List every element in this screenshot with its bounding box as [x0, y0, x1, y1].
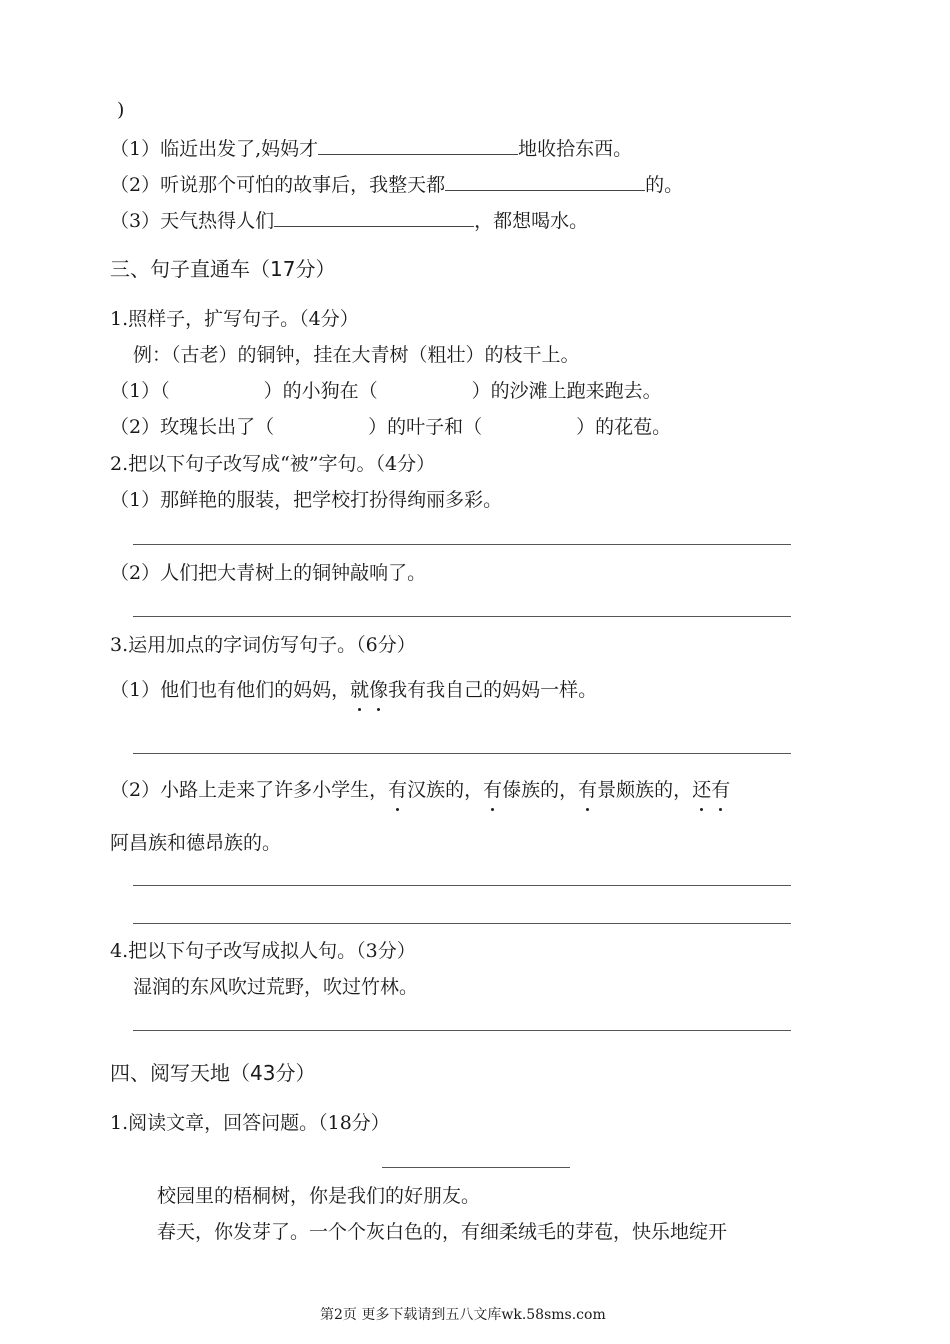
item-3-sentence-2-part-c: 傣族的，	[502, 779, 579, 801]
expand-sentence-1-part-a: （1）（	[110, 380, 170, 402]
article-paragraph-1: 校园里的梧桐树，你是我们的好朋友。	[157, 1185, 481, 1207]
item-3-sentence-1-part-a: （1）他们也有他们的妈妈，	[110, 679, 351, 701]
item-1-title: 1.照样子，扩写句子。（4分）	[110, 308, 359, 330]
dotted-word: 还	[692, 779, 712, 801]
item-3-sentence-2-part-e: 景颇族的，	[597, 779, 693, 801]
article-paragraph-2: 春天，你发芽了。一个个灰白色的，有细柔绒毛的芽苞，快乐地绽开	[157, 1221, 728, 1243]
top-paren: )	[117, 99, 125, 121]
item-3-sentence-2-part-a: （2）小路上走来了许多小学生，	[110, 779, 389, 801]
expand-sentence-1-part-c: ）的沙滩上跑来跑去。	[471, 380, 662, 402]
expand-sentence-2-part-a: （2）玫瑰长出了（	[110, 416, 275, 438]
expand-sentence-1-part-b: ）的小狗在（	[263, 380, 378, 402]
item-2-sentence-1: （1）那鲜艳的服装，把学校打扮得绚丽多彩。	[110, 489, 503, 511]
dotted-word: 像	[369, 679, 389, 701]
answer-line[interactable]	[133, 1030, 791, 1031]
answer-line[interactable]	[133, 753, 791, 754]
expand-sentence-2	[110, 415, 671, 439]
answer-line[interactable]	[133, 544, 791, 545]
expand-sentence-2-part-c: ）的花苞。	[576, 416, 672, 438]
answer-line[interactable]	[133, 616, 791, 617]
item-3-sentence-1	[110, 678, 597, 702]
answer-blank-1[interactable]	[318, 136, 518, 155]
item-3-title: 3.运用加点的字词仿写句子。（6分）	[110, 634, 416, 656]
item-3-sentence-2-line-2: 阿昌族和德昂族的。	[110, 832, 282, 854]
fill-sentence-3-suffix: ，都想喝水。	[474, 210, 589, 232]
answer-line[interactable]	[133, 885, 791, 886]
fill-sentence-2	[110, 172, 683, 197]
item-3-sentence-1-part-b: 我有我自己的妈妈一样。	[388, 679, 598, 701]
fill-sentence-3-prefix: （3）天气热得人们	[110, 210, 275, 232]
expand-sentence-1	[110, 379, 662, 403]
item-4-title: 4.把以下句子改写成拟人句。（3分）	[110, 940, 416, 962]
expand-sentence-2-part-b: ）的叶子和（	[368, 416, 483, 438]
dotted-word: 有	[483, 779, 503, 801]
fill-sentence-2-prefix: （2）听说那个可怕的故事后，我整天都	[110, 174, 446, 196]
item-3-sentence-2-part-b: 汉族的，	[407, 779, 484, 801]
item-1-example: 例：（古老）的铜钟，挂在大青树（粗壮）的枝干上。	[133, 344, 580, 366]
item-2-sentence-2: （2）人们把大青树上的铜钟敲响了。	[110, 562, 427, 584]
answer-blank-2[interactable]	[445, 172, 645, 191]
item-4-sentence: 湿润的东风吹过荒野，吹过竹林。	[133, 976, 419, 998]
fill-sentence-3	[110, 208, 588, 233]
fill-sentence-1-suffix: 地收拾东西。	[518, 138, 633, 160]
dotted-word: 有	[388, 779, 408, 801]
fill-sentence-1	[110, 136, 632, 161]
dotted-word: 有	[578, 779, 598, 801]
answer-line[interactable]	[133, 923, 791, 924]
page-footer: 第2页 更多下载请到五八文库wk.58sms.com	[320, 1307, 606, 1323]
dotted-word: 有	[711, 779, 731, 801]
reading-item-title: 1.阅读文章，回答问题。（18分）	[110, 1112, 390, 1134]
item-2-title: 2.把以下句子改写成“被”字句。（4分）	[110, 453, 436, 475]
section-4-title: 四、阅写天地（43分）	[110, 1061, 316, 1085]
section-3-title: 三、句子直通车（17分）	[110, 257, 336, 281]
article-title-blank[interactable]	[382, 1167, 570, 1168]
fill-sentence-1-prefix: （1）临近出发了,妈妈才	[110, 138, 319, 160]
dotted-word: 就	[350, 679, 370, 701]
answer-blank-3[interactable]	[274, 208, 474, 227]
fill-sentence-2-suffix: 的。	[645, 174, 684, 196]
item-3-sentence-2	[110, 778, 730, 802]
